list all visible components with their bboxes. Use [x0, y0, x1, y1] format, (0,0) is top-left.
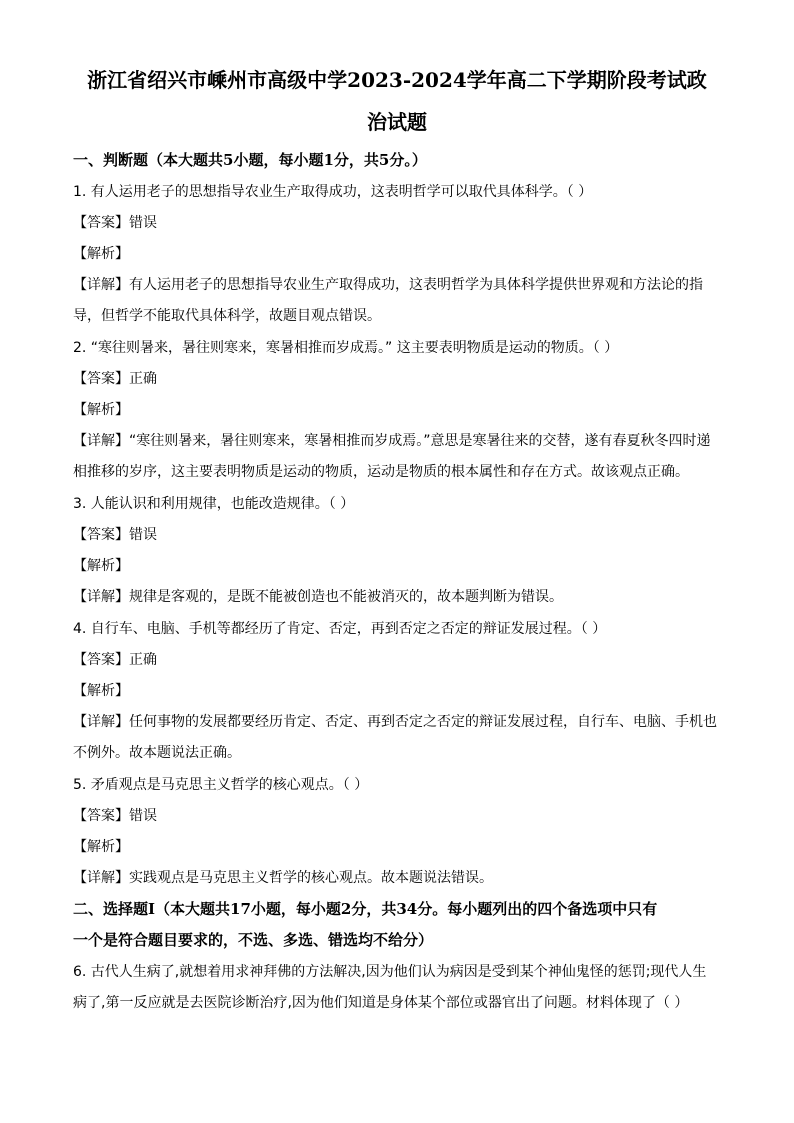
question-3-analysis-label: 【解析】 — [73, 558, 129, 574]
question-5-analysis-label: 【解析】 — [73, 839, 129, 855]
question-3: 3. 人能认识和利用规律，也能改造规律。（ ） — [73, 496, 355, 512]
question-4-detail-line-2: 不例外。故本题说法正确。 — [73, 745, 241, 761]
question-2-analysis-label: 【解析】 — [73, 402, 129, 418]
question-6-line-1: 6. 古代人生病了,就想着用求神拜佛的方法解决,因为他们认为病因是受到某个神仙鬼怪的惩罚;现代人生 — [73, 964, 707, 980]
section-2-heading-line-2: 一个是符合题目要求的，不选、多选、错选均不给分） — [73, 931, 434, 949]
document-title-line-1: 浙江省绍兴市嵊州市高级中学2023-2024学年高二下学期阶段考试政 — [87, 68, 707, 92]
question-1-detail-line-1: 【详解】有人运用老子的思想指导农业生产取得成功，这表明哲学为具体科学提供世界观和方法论的指 — [73, 277, 703, 293]
question-2-detail-line-2: 相推移的岁序，这主要表明物质是运动的物质，运动是物质的根本属性和存在方式。故该观点正确。 — [73, 464, 689, 480]
question-2-answer: 【答案】正确 — [73, 371, 157, 387]
question-4-detail-line-1: 【详解】任何事物的发展都要经历肯定、否定、再到否定之否定的辩证发展过程，自行车、电脑、手机也 — [73, 714, 717, 730]
question-5-detail-line-1: 【详解】实践观点是马克思主义哲学的核心观点。故本题说法错误。 — [73, 870, 493, 886]
document-title-line-2: 治试题 — [367, 110, 427, 134]
question-1: 1. 有人运用老子的思想指导农业生产取得成功，这表明哲学可以取代具体科学。（ ） — [73, 184, 593, 200]
question-2: 2. “寒往则暑来，暑往则寒来，寒暑相推而岁成焉。” 这主要表明物质是运动的物质。（ ） — [73, 340, 619, 356]
question-4-analysis-label: 【解析】 — [73, 683, 129, 699]
question-4: 4. 自行车、电脑、手机等都经历了肯定、否定，再到否定之否定的辩证发展过程。（ ） — [73, 621, 607, 637]
question-2-detail-line-1: 【详解】“寒往则暑来，暑往则寒来，寒暑相推而岁成焉。”意思是寒暑往来的交替，遂有春夏秋冬四时递 — [73, 433, 711, 449]
section-1-heading: 一、判断题（本大题共5小题，每小题1分，共5分。） — [73, 151, 427, 169]
question-3-detail-line-1: 【详解】规律是客观的，是既不能被创造也不能被消灭的，故本题判断为错误。 — [73, 589, 563, 605]
question-5-answer: 【答案】错误 — [73, 808, 157, 824]
question-6-line-2: 病了,第一反应就是去医院诊断治疗,因为他们知道是身体某个部位或器官出了问题。材料体现了（ ） — [73, 995, 689, 1011]
section-2-heading-line-1: 二、选择题Ⅰ（本大题共17小题，每小题2分，共34分。每小题列出的四个备选项中只有 — [73, 900, 658, 918]
question-1-answer: 【答案】错误 — [73, 215, 157, 231]
question-4-answer: 【答案】正确 — [73, 652, 157, 668]
question-3-answer: 【答案】错误 — [73, 527, 157, 543]
question-1-analysis-label: 【解析】 — [73, 246, 129, 262]
question-1-detail-line-2: 导，但哲学不能取代具体科学，故题目观点错误。 — [73, 308, 381, 324]
question-5: 5. 矛盾观点是马克思主义哲学的核心观点。（ ） — [73, 777, 369, 793]
